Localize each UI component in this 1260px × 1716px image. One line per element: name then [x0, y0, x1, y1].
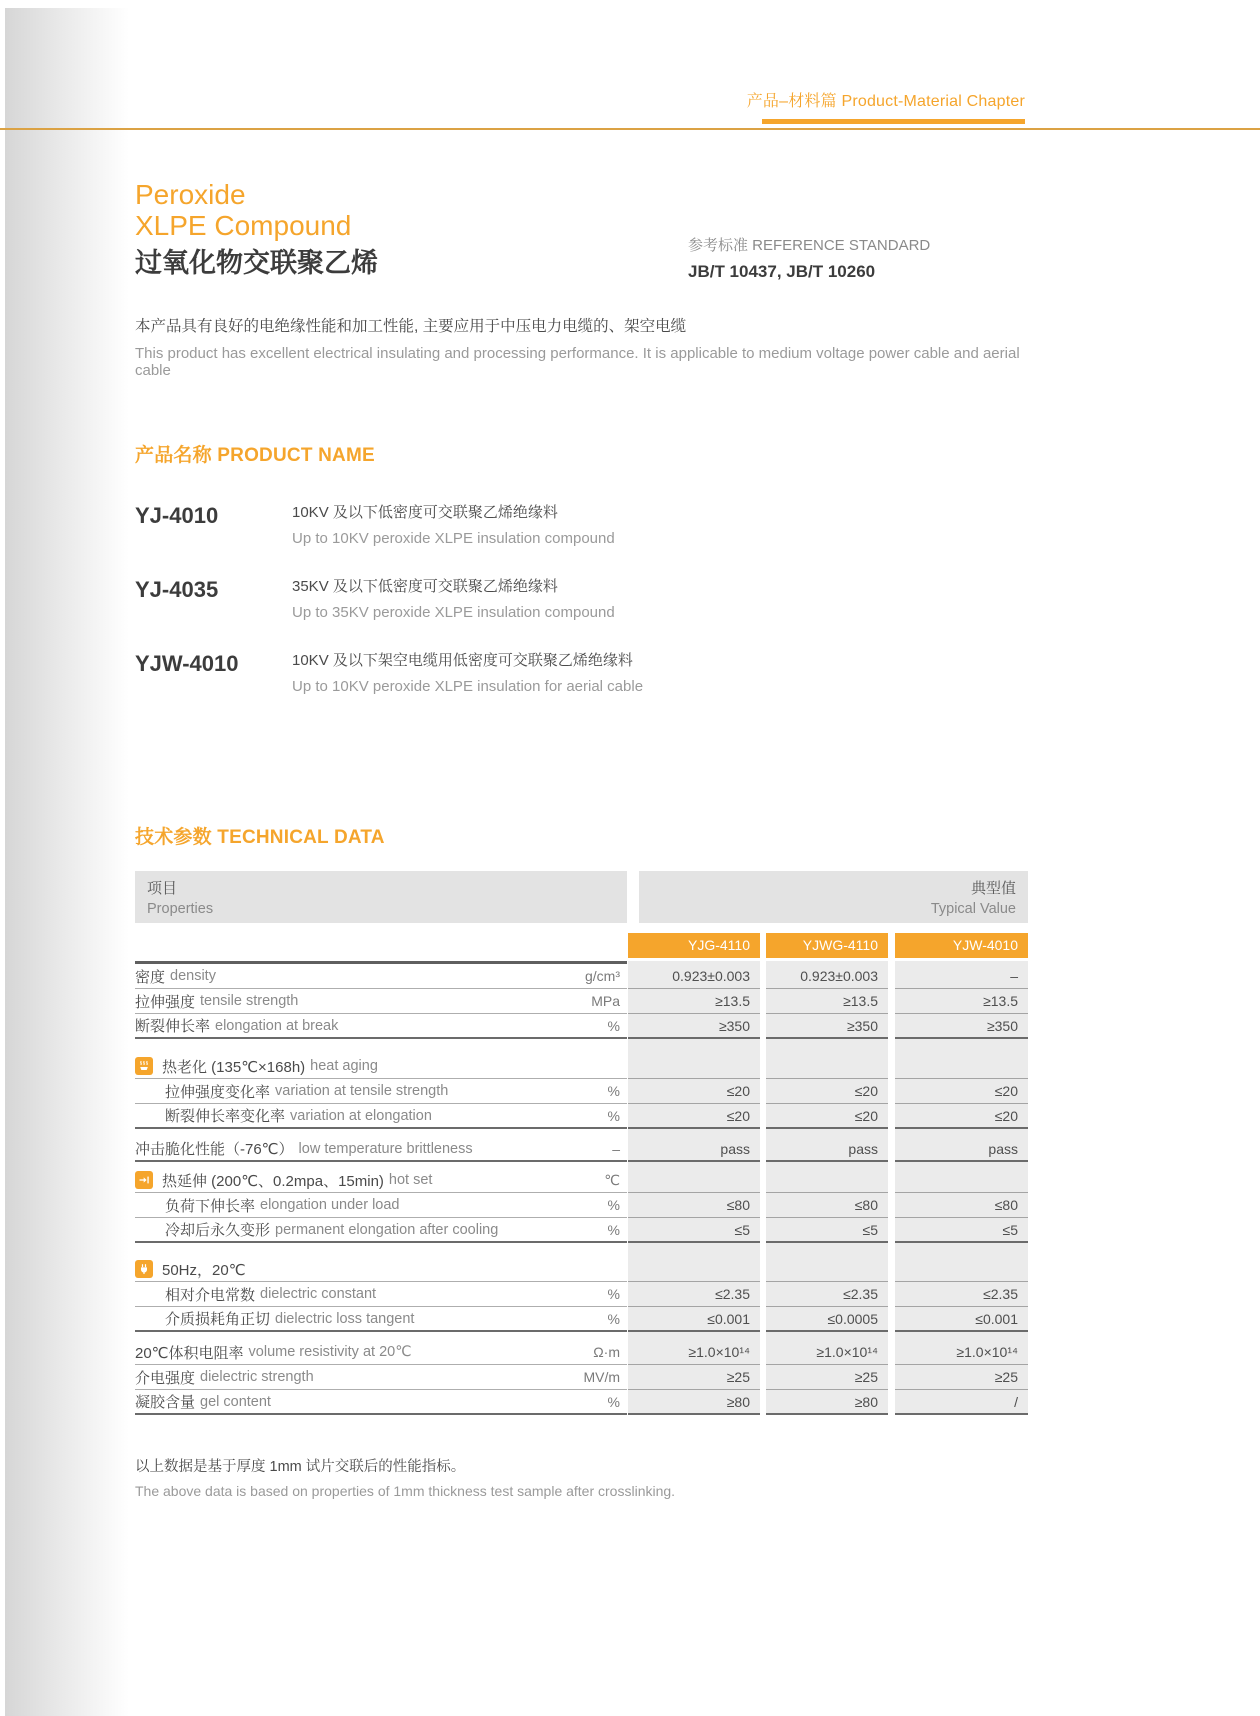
value-cell: ≤5 [628, 1218, 760, 1243]
chapter-header: 产品–材料篇 Product-Material Chapter [746, 93, 1025, 110]
table-row [135, 1282, 1028, 1307]
unit-label: g/cm³ [585, 968, 620, 984]
table-row [135, 964, 1028, 989]
title-line-1: Peroxide [135, 179, 246, 210]
value-cell: 0.923±0.003 [628, 964, 760, 989]
value-cell: ≤2.35 [895, 1282, 1028, 1307]
column-header: YJWG-4110 [766, 933, 888, 958]
product-entry [135, 501, 1035, 547]
table-row [135, 1014, 1028, 1039]
value-cell: / [895, 1390, 1028, 1415]
properties-header [135, 871, 627, 923]
product-description [292, 501, 615, 547]
unit-label: ℃ [604, 1171, 620, 1188]
table-row [135, 1193, 1028, 1218]
product-code: YJ-4035 [135, 577, 219, 602]
property-cell [135, 1014, 627, 1039]
product-desc-en: Up to 10KV peroxide XLPE insulation for aerial cable [292, 678, 644, 695]
property-label-en: low temperature brittleness [298, 1140, 473, 1157]
property-label-en: dielectric loss tangent [275, 1310, 415, 1327]
product-code: YJ-4010 [135, 503, 219, 528]
intro-chinese: 本产品具有良好的电绝缘性能和加工性能, 主要应用于中压电力电缆的、架空电缆 [135, 318, 687, 335]
property-cell [135, 1390, 627, 1415]
table-row [135, 1365, 1028, 1390]
unit-label: % [607, 1083, 620, 1099]
column-header: YJG-4110 [628, 933, 760, 958]
value-cell: ≥350 [766, 1014, 888, 1039]
properties-header-zh: 项目 [147, 880, 178, 897]
property-label-en: volume resistivity at 20℃ [248, 1344, 412, 1360]
value-cell: ≤80 [895, 1193, 1028, 1218]
product-desc-en: Up to 10KV peroxide XLPE insulation compound [292, 530, 615, 547]
property-cell [135, 1282, 627, 1307]
property-label-en: elongation under load [260, 1197, 400, 1213]
property-label-en: gel content [200, 1393, 271, 1410]
property-label-en: variation at elongation [290, 1107, 432, 1124]
value-cell: ≤0.001 [895, 1307, 1028, 1332]
value-cell: ≤20 [895, 1079, 1028, 1104]
value-cell: ≥80 [628, 1390, 760, 1415]
property-cell [135, 1054, 627, 1079]
property-label-zh: 介质损耗角正切 [165, 1311, 271, 1328]
table-row [135, 989, 1028, 1014]
property-label-zh: 冲击脆化性能（-76℃） [135, 1141, 294, 1158]
value-cell: ≥25 [766, 1365, 888, 1390]
property-label-en: hot set [388, 1172, 433, 1188]
product-entry [135, 649, 1035, 695]
value-cell: ≥1.0×10¹⁴ [628, 1340, 760, 1365]
table-section-header-row [135, 1054, 1028, 1079]
value-cell [628, 1257, 760, 1282]
unit-label: % [607, 1221, 620, 1238]
property-cell [135, 1340, 627, 1365]
property-label-zh: 拉伸强度变化率 [165, 1083, 271, 1101]
property-cell [135, 1257, 627, 1282]
unit-label: MV/m [583, 1369, 620, 1385]
product-desc-zh: 10KV 及以下架空电缆用低密度可交联聚乙烯绝缘料 [292, 652, 633, 669]
value-cell: ≤20 [628, 1079, 760, 1104]
property-label-en: dielectric constant [260, 1286, 377, 1302]
table-row [135, 1218, 1028, 1243]
property-label-zh: 冷却后永久变形 [165, 1222, 271, 1239]
table-section-header-row [135, 1257, 1028, 1282]
property-label-en: permanent elongation after cooling [275, 1221, 499, 1238]
table-body [135, 961, 1028, 1415]
product-name-section [135, 440, 1035, 723]
value-cell [766, 1054, 888, 1079]
table-row [135, 1079, 1028, 1104]
technical-data-section [135, 822, 1028, 1499]
reference-standard [688, 234, 930, 282]
property-cell [135, 1104, 627, 1129]
property-label-zh: 密度 [135, 968, 166, 986]
properties-header-en: Properties [147, 901, 214, 917]
unit-label: % [607, 1107, 620, 1124]
value-cell: 0.923±0.003 [766, 964, 888, 989]
unit-label: % [607, 1197, 620, 1213]
product-description [292, 649, 643, 695]
unit-label: – [612, 1140, 620, 1157]
value-cell: pass [766, 1137, 888, 1162]
property-cell [135, 1079, 627, 1104]
value-cell: ≤20 [628, 1104, 760, 1129]
value-cell: ≤20 [895, 1104, 1028, 1129]
property-label-en: elongation at break [215, 1017, 339, 1034]
value-cell: ≥13.5 [628, 989, 760, 1014]
table-row [135, 1104, 1028, 1129]
property-label-zh: 负荷下伸长率 [165, 1197, 256, 1215]
table-row [135, 1307, 1028, 1332]
value-cell: ≥1.0×10¹⁴ [895, 1340, 1028, 1365]
property-label-zh: 热老化 (135℃×168h) [162, 1058, 306, 1076]
unit-label: Ω·m [593, 1344, 620, 1360]
property-cell [135, 964, 627, 989]
value-cell: ≤80 [628, 1193, 760, 1218]
arrow-to-bar-icon [135, 1171, 153, 1189]
title-english [135, 179, 378, 241]
value-cell: ≤0.001 [628, 1307, 760, 1332]
value-cell [895, 1257, 1028, 1282]
title-block [135, 179, 378, 278]
intro-english: This product has excellent electrical insulating and processing performance. It is applicable to medium voltage power cable and aerial cable [135, 345, 1020, 379]
value-cell: pass [895, 1137, 1028, 1162]
typical-value-header-zh: 典型值 [970, 880, 1016, 897]
footnote-zh: 以上数据是基于厚度 1mm 试片交联后的性能指标。 [135, 1459, 466, 1475]
product-code: YJW-4010 [135, 651, 239, 676]
footnote-en: The above data is based on properties of 1mm thickness test sample after crosslinking. [135, 1483, 676, 1499]
property-label-zh: 拉伸强度 [135, 993, 196, 1011]
value-cell: ≤5 [895, 1218, 1028, 1243]
value-cell: ≥13.5 [766, 989, 888, 1014]
product-description [292, 575, 615, 621]
value-cell [766, 1257, 888, 1282]
property-label-zh: 50Hz，20℃ [162, 1261, 246, 1279]
value-cell: ≥80 [766, 1390, 888, 1415]
reference-value: JB/T 10437, JB/T 10260 [688, 262, 876, 281]
property-label-en: dielectric strength [200, 1369, 314, 1385]
value-cell: ≤5 [766, 1218, 888, 1243]
value-cell: ≥13.5 [895, 989, 1028, 1014]
property-label-zh: 断裂伸长率 [135, 1018, 211, 1035]
table-column-headers [135, 933, 1028, 958]
property-label-zh: 20℃体积电阻率 [135, 1344, 244, 1362]
unit-label: % [607, 1310, 620, 1327]
property-label-en: variation at tensile strength [275, 1083, 449, 1099]
value-cell: ≤20 [766, 1104, 888, 1129]
value-cell: ≥25 [628, 1365, 760, 1390]
value-cell: ≤2.35 [766, 1282, 888, 1307]
property-label-zh: 介电强度 [135, 1369, 196, 1387]
value-cell: ≤20 [766, 1079, 888, 1104]
value-cell [628, 1054, 760, 1079]
page-gutter-shadow [5, 8, 129, 1716]
unit-label: % [607, 1286, 620, 1302]
unit-label: % [607, 1393, 620, 1410]
product-desc-zh: 10KV 及以下低密度可交联聚乙烯绝缘料 [292, 504, 558, 521]
value-cell [895, 1054, 1028, 1079]
steam-icon [135, 1057, 153, 1075]
property-cell [135, 1307, 627, 1332]
property-cell [135, 1218, 627, 1243]
value-cell: ≤2.35 [628, 1282, 760, 1307]
typical-value-header [639, 871, 1028, 923]
property-label-zh: 断裂伸长率变化率 [165, 1108, 286, 1125]
unit-label: MPa [591, 993, 620, 1009]
column-header: YJW-4010 [895, 933, 1028, 958]
value-cell: ≤80 [766, 1193, 888, 1218]
property-cell [135, 1137, 627, 1162]
value-cell [766, 1168, 888, 1193]
technical-data-heading: 技术参数 TECHNICAL DATA [135, 827, 385, 848]
table-row [135, 1340, 1028, 1365]
value-cell: ≥1.0×10¹⁴ [766, 1340, 888, 1365]
product-desc-zh: 35KV 及以下低密度可交联聚乙烯绝缘料 [292, 578, 558, 595]
reference-label: 参考标准 REFERENCE STANDARD [688, 237, 931, 254]
property-label-zh: 凝胶含量 [135, 1394, 196, 1411]
product-desc-en: Up to 35KV peroxide XLPE insulation compound [292, 604, 615, 621]
property-label-zh: 热延伸 (200℃、0.2mpa、15min) [162, 1172, 384, 1190]
value-cell: ≥350 [628, 1014, 760, 1039]
typical-value-header-en: Typical Value [930, 901, 1016, 917]
table-header-band [135, 871, 1028, 923]
product-entry [135, 575, 1035, 621]
property-cell [135, 1365, 627, 1390]
value-cell: – [895, 964, 1028, 989]
title-line-2: XLPE Compound [135, 210, 352, 241]
value-cell: pass [628, 1137, 760, 1162]
property-label-zh: 相对介电常数 [165, 1286, 256, 1304]
property-label-en: density [170, 968, 216, 984]
table-section-header-row [135, 1168, 1028, 1193]
property-label-en: tensile strength [200, 993, 299, 1009]
plug-icon [135, 1260, 153, 1278]
value-cell: ≥25 [895, 1365, 1028, 1390]
product-list [135, 501, 1035, 695]
value-cell: ≤0.0005 [766, 1307, 888, 1332]
value-cell [628, 1168, 760, 1193]
property-cell [135, 1168, 627, 1193]
title-chinese: 过氧化物交联聚乙烯 [135, 248, 378, 278]
header-rule [0, 128, 1260, 130]
table-footnote [135, 1455, 1028, 1499]
table-row [135, 1390, 1028, 1415]
value-cell: ≥350 [895, 1014, 1028, 1039]
chapter-underline [762, 119, 1025, 124]
property-cell [135, 989, 627, 1014]
intro-paragraph [135, 314, 1055, 379]
property-cell [135, 1193, 627, 1218]
table-row [135, 1137, 1028, 1162]
value-cell [895, 1168, 1028, 1193]
property-label-en: heat aging [310, 1058, 378, 1074]
product-name-heading: 产品名称 PRODUCT NAME [135, 445, 375, 466]
unit-label: % [607, 1017, 620, 1034]
